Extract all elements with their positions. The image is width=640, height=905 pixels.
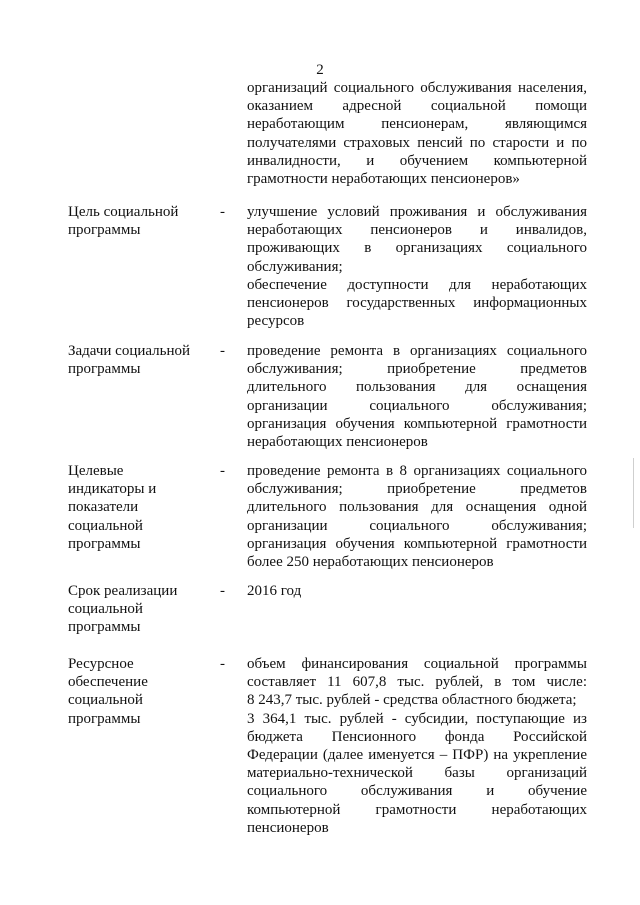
row-value	[247, 655, 587, 837]
row-dash: -	[220, 343, 225, 359]
row-value-line: обслуживания; приобретение предметов	[247, 361, 587, 378]
intro-line: организаций социального обслуживания населения,	[247, 80, 587, 96]
intro-paragraph	[247, 79, 587, 188]
row-label-line: обеспечение	[68, 674, 148, 691]
row-value-line: обслуживания;	[247, 258, 343, 275]
row-value-line: ресурсов	[247, 313, 305, 330]
row-value-line: составляет 11 607,8 тыс. рублей, в том числе:	[247, 674, 587, 691]
row-label-line: программы	[68, 619, 141, 636]
row-value-line: компьютерной грамотности неработающих	[247, 801, 587, 818]
row-label-line: Ресурсное	[68, 656, 134, 672]
row-value-line: проведение ремонта в организациях социального	[247, 343, 587, 359]
row-value-line: Федерации (далее именуется – ПФР) на укрепление	[247, 747, 587, 764]
intro-line: получателями страховых пенсий по старости и по	[247, 134, 587, 151]
page-number: 2	[316, 62, 324, 78]
row-value-line: 2016 год	[247, 583, 302, 599]
row-value-line: проживающих в организациях социального	[247, 240, 587, 257]
row-value-line: неработающих пенсионеров и инвалидов,	[247, 222, 587, 239]
row-label-line: Цель социальной	[68, 204, 179, 220]
row-label-line: показатели	[68, 499, 139, 516]
row-value-line: длительного пользования для оснащения одной	[247, 499, 587, 516]
row-value-line: пенсионеров государственных информационных	[247, 295, 587, 312]
row-value-line: обеспечение доступности для неработающих	[247, 276, 587, 293]
row-value-line: организация обучения компьютерной грамотности	[247, 535, 587, 552]
row-label-line: индикаторы и	[68, 481, 157, 498]
row-label-line: программы	[68, 222, 141, 239]
row-value-line: объем финансирования социальной программы	[247, 656, 587, 672]
scan-edge-mark	[633, 458, 634, 528]
row-label	[68, 342, 208, 378]
row-value	[247, 342, 587, 451]
row-label-line: социальной	[68, 601, 143, 618]
row-value-line: 8 243,7 тыс. рублей - средства областного бюджета;	[247, 692, 577, 709]
row-value	[247, 203, 587, 330]
row-label	[68, 462, 208, 553]
intro-line: оказанием адресной социальной помощи	[247, 98, 587, 115]
row-value-line: длительного пользования для оснащения	[247, 379, 587, 396]
row-label-line: Задачи социальной	[68, 343, 191, 359]
row-label-line: Срок реализации	[68, 583, 178, 599]
row-value-line: организации социального обслуживания;	[247, 397, 587, 414]
row-value-line: материально-технической базы организаций	[247, 765, 587, 782]
intro-line: неработающим пенсионерам, являющимся	[247, 116, 587, 133]
row-label-line: социальной	[68, 692, 143, 709]
row-label-line: социальной	[68, 517, 143, 534]
row-dash: -	[220, 583, 225, 599]
intro-line: грамотности неработающих пенсионеров»	[247, 171, 520, 188]
row-label	[68, 203, 208, 239]
row-value-line: неработающих пенсионеров	[247, 434, 428, 451]
row-value-line: пенсионеров	[247, 819, 329, 836]
row-value-line: 3 364,1 тыс. рублей - субсидии, поступающие из	[247, 710, 587, 727]
row-value	[247, 582, 587, 600]
row-value-line: организации социального обслуживания;	[247, 517, 587, 534]
row-label-line: программы	[68, 535, 141, 552]
row-label-line: Целевые	[68, 463, 124, 479]
row-dash: -	[220, 463, 225, 479]
row-value-line: бюджета Пенсионного фонда Российской	[247, 728, 587, 745]
row-label-line: программы	[68, 361, 141, 378]
row-value-line: более 250 неработающих пенсионеров	[247, 554, 494, 571]
row-value-line: обслуживания; приобретение предметов	[247, 481, 587, 498]
row-value-line: социального обслуживания и обучение	[247, 783, 587, 800]
row-value-line: организация обучения компьютерной грамотности	[247, 415, 587, 432]
row-dash: -	[220, 204, 225, 220]
row-label	[68, 582, 208, 637]
row-value	[247, 462, 587, 571]
row-value-line: улучшение условий проживания и обслуживания	[247, 204, 587, 220]
row-label	[68, 655, 208, 728]
row-value-line: проведение ремонта в 8 организациях социального	[247, 463, 587, 479]
intro-line: инвалидности, и обучением компьютерной	[247, 152, 587, 169]
row-label-line: программы	[68, 710, 141, 727]
row-dash: -	[220, 656, 225, 672]
